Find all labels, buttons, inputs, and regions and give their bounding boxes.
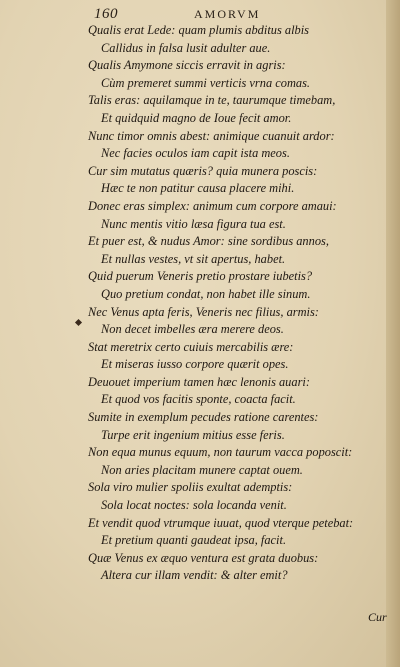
verse-line: Donec eras simplex: animum cum corpore amaui:: [88, 198, 337, 213]
verse-line: Turpe erit ingenium mitius esse feris.: [101, 427, 285, 442]
catchword: Cur: [368, 610, 387, 624]
verse-line: Stat meretrix certo cuiuis mercabilis ære:: [88, 339, 294, 354]
page-number: 160: [94, 6, 118, 22]
verse-line: Et quod vos facitis sponte, coacta facit.: [101, 392, 296, 407]
verse-line: Qualis erat Lede: quam plumis abditus albis: [88, 23, 309, 37]
verse-line: Non aries placitam munere captat ouem.: [101, 462, 303, 477]
verse-line: Quid puerum Veneris pretio prostare iubetis?: [88, 269, 313, 284]
verse-line: Et quidquid magno de Ioue fecit amor.: [101, 110, 292, 125]
poem-text: [88, 22, 388, 585]
margin-marker-icon: [75, 319, 82, 326]
verse-line: Quæ Venus ex æquo ventura est grata duobus:: [88, 550, 319, 565]
verse-line: Talis eras: aquilamque in te, taurumque timebam,: [88, 93, 336, 108]
verse-line: Sumite in exemplum pecudes ratione carentes:: [88, 410, 319, 425]
verse-line: Et vendit quod vtrumque iuuat, quod vterque petebat:: [88, 515, 354, 530]
verse-line: Deuouet imperium tamen hæc lenonis auari:: [88, 374, 310, 389]
verse-line: Callidus in falsa lusit adulter aue.: [101, 40, 271, 55]
verse-line: Et nullas vestes, vt sit apertus, habet.: [101, 251, 286, 266]
verse-line: Et pretium quanti gaudeat ipsa, facit.: [101, 533, 287, 548]
running-title: AMORVM: [194, 7, 261, 21]
verse-line: Non equa munus equum, non taurum vacca poposcit:: [88, 445, 353, 460]
verse-line: Et puer est, & nudus Amor: sine sordibus annos,: [88, 234, 329, 249]
verse-line: Sola viro mulier spoliis exultat ademptis:: [88, 480, 293, 495]
verse-line: Nec Venus apta feris, Veneris nec filius, armis:: [88, 304, 319, 319]
verse-line: Et miseras iusso corpore quærit opes.: [101, 357, 289, 372]
verse-line: Cùm premeret summi verticis vrna comas.: [101, 75, 311, 90]
verse-line: Quo pretium condat, non habet ille sinum.: [101, 286, 311, 301]
verse-line: Hæc te non patitur causa placere mihi.: [101, 181, 295, 196]
verse-line: Nec facies oculos iam capit ista meos.: [101, 146, 290, 161]
verse-line: Nunc timor omnis abest: animique cuanuit ardor:: [88, 128, 335, 143]
verse-line: Cur sim mutatus quæris? quia munera poscis:: [88, 163, 318, 178]
verse-line: Sola locat noctes: sola locanda venit.: [101, 498, 287, 513]
verse-line: Non decet imbelles æra merere deos.: [101, 322, 284, 337]
page-gutter: [386, 0, 400, 667]
verse-line: Nunc mentis vitio læsa figura tua est.: [101, 216, 286, 231]
verse-line: Altera cur illam vendit: & alter emit?: [101, 568, 288, 583]
verse-line: Qualis Amymone siccis erravit in agris:: [88, 58, 286, 73]
